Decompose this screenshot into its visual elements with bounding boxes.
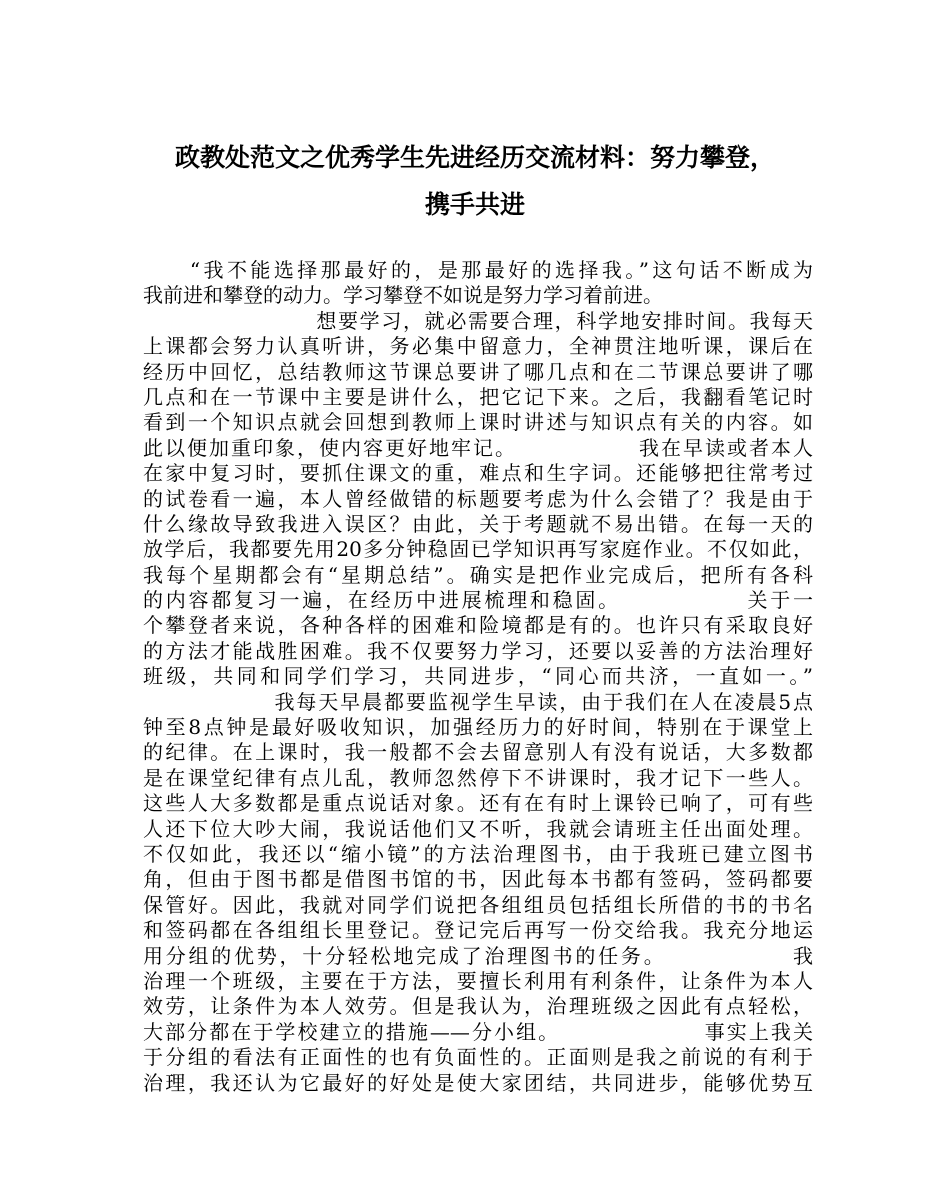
body-line: 保管好。因此，我就对同学们说把各组组员包括组长所借的书的书名 <box>143 892 813 917</box>
body-line: 治理，我还认为它最好的好处是使大家团结，共同进步，能够优势互 <box>143 1070 813 1095</box>
body-line: 钟至8点钟是最好吸收知识，加强经历力的好时间，特别在于课堂上 <box>143 715 813 740</box>
body-line: 的试卷看一遍，本人曾经做错的标题要考虑为什么会错了？我是由于 <box>143 486 813 511</box>
body-line: 看到一个知识点就会回想到教师上课时讲述与知识点有关的内容。如 <box>143 410 813 435</box>
body-line: 此以便加重印象，使内容更好地牢记。 我在早读或者本人 <box>143 435 813 460</box>
body-line: 和签码都在各组组长里登记。登记完后再写一份交给我。我充分地运 <box>143 918 813 943</box>
body-line: 不仅如此，我还以“缩小镜”的方法治理图书，由于我班已建立图书 <box>143 841 813 866</box>
body-line: 人还下位大吵大闹，我说话他们又不听，我就会请班主任出面处理。 <box>143 816 813 841</box>
body-line: 几点和在一节课中主要是讲什么，把它记下来。之后，我翻看笔记时 <box>143 384 813 409</box>
body-line: 于分组的看法有正面性的也有负面性的。正面则是我之前说的有利于 <box>143 1045 813 1070</box>
document-body <box>143 258 813 1096</box>
body-line: 的纪律。在上课时，我一般都不会去留意别人有没有说话，大多数都 <box>143 740 813 765</box>
body-line: 的内容都复习一遍，在经历中进展梳理和稳固。 关于一 <box>143 588 813 613</box>
body-line: 用分组的优势，十分轻松地完成了治理图书的任务。 我 <box>143 943 813 968</box>
body-line: 在家中复习时，要抓住课文的重，难点和生字词。还能够把往常考过 <box>143 461 813 486</box>
document-title-line-2: 携手共进 <box>424 190 525 219</box>
body-line: 想要学习，就必需要合理，科学地安排时间。我每天 <box>143 308 813 333</box>
body-line: 放学后，我都要先用20多分钟稳固已学知识再写家庭作业。不仅如此， <box>143 537 813 562</box>
body-line: 效劳，让条件为本人效劳。但是我认为，治理班级之因此有点轻松， <box>143 994 813 1019</box>
body-line: 个攀登者来说，各种各样的困难和险境都是有的。也许只有采取良好 <box>143 613 813 638</box>
body-line: 是在课堂纪律有点儿乱，教师忽然停下不讲课时，我才记下一些人。 <box>143 765 813 790</box>
body-line: 上课都会努力认真听讲，务必集中留意力，全神贯注地听课，课后在 <box>143 334 813 359</box>
body-line: 我每天早晨都要监视学生早读，由于我们在人在凌晨5点 <box>143 689 813 714</box>
body-line: “我不能选择那最好的，是那最好的选择我。”这句话不断成为 <box>143 258 813 282</box>
body-line: 什么缘故导致我进入误区？由此，关于考题就不易出错。在每一天的 <box>143 511 813 536</box>
body-line: 角，但由于图书都是借图书馆的书，因此每本书都有签码，签码都要 <box>143 867 813 892</box>
body-line: 班级，共同和同学们学习，共同进步，“同心而共济，一直如一。” <box>143 664 813 689</box>
body-line: 我每个星期都会有“星期总结”。确实是把作业完成后，把所有各科 <box>143 562 813 587</box>
body-line: 的方法才能战胜困难。我不仅要努力学习，还要以妥善的方法治理好 <box>143 638 813 663</box>
body-line: 经历中回忆，总结教师这节课总要讲了哪几点和在二节课总要讲了哪 <box>143 359 813 384</box>
body-line: 大部分都在于学校建立的措施——分小组。 事实上我关 <box>143 1019 813 1044</box>
document-title-line-1: 政教处范文之优秀学生先进经历交流材料：努力攀登， <box>174 143 775 172</box>
body-line: 治理一个班级，主要在于方法，要擅长利用有利条件，让条件为本人 <box>143 968 813 993</box>
body-line: 我前进和攀登的动力。学习攀登不如说是努力学习着前进。 <box>143 283 663 308</box>
body-line: 这些人大多数都是重点说话对象。还有在有时上课铃已响了，可有些 <box>143 791 813 816</box>
